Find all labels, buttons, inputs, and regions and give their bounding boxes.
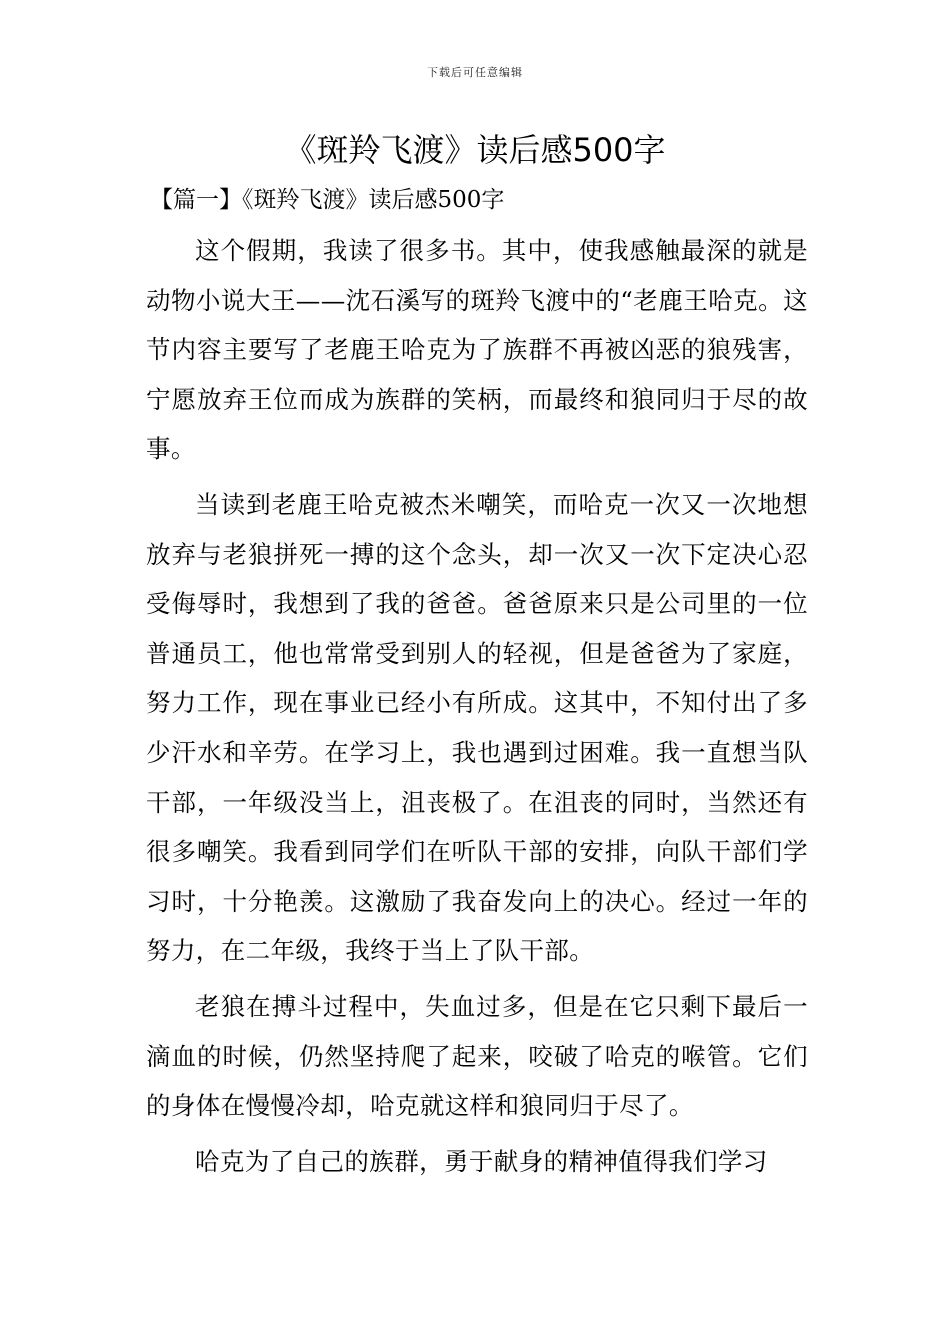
paragraph: 这个假期，我读了很多书。其中，使我感触最深的就是动物小说大王——沈石溪写的斑羚飞渡中的“老鹿王哈克。这节内容主要写了老鹿王哈克为了族群不再被凶恶的狼残害，宁愿放弃王位而成为族群的笑柄，而最终和狼同归于尽的故事。 — [146, 236, 808, 464]
paragraph: 当读到老鹿王哈克被杰米嘲笑，而哈克一次又一次地想放弃与老狼拼死一搏的这个念头，却一次又一次下定决心忍受侮辱时，我想到了我的爸爸。爸爸原来只是公司里的一位普通员工，他也常常受到别人的轻视，但是爸爸为了家庭，努力工作，现在事业已经小有所成。这其中，不知付出了多少汗水和辛劳。在学习上，我也遇到过困难。我一直想当队干部，一年级没当上，沮丧极了。在沮丧的同时，当然还有很多嘲笑。我看到同学们在听队干部的安排，向队干部们学习时，十分艳羡。这激励了我奋发向上的决心。经过一年的努力，在二年级，我终于当上了队干部。 — [146, 489, 808, 966]
paragraph: 老狼在搏斗过程中，失血过多，但是在它只剩下最后一滴血的时候，仍然坚持爬了起来，咬破了哈克的喉管。它们的身体在慢慢冷却，哈克就这样和狼同归于尽了。 — [146, 991, 808, 1121]
section-heading: 【篇一】《斑羚飞渡》读后感500字 — [150, 187, 505, 213]
body-text — [146, 226, 808, 1192]
document-title: 《斑羚飞渡》读后感500字 — [284, 131, 666, 169]
header-note: 下载后可任意编辑 — [427, 66, 523, 79]
paragraph: 哈克为了自己的族群，勇于献身的精神值得我们学习 — [195, 1146, 768, 1176]
